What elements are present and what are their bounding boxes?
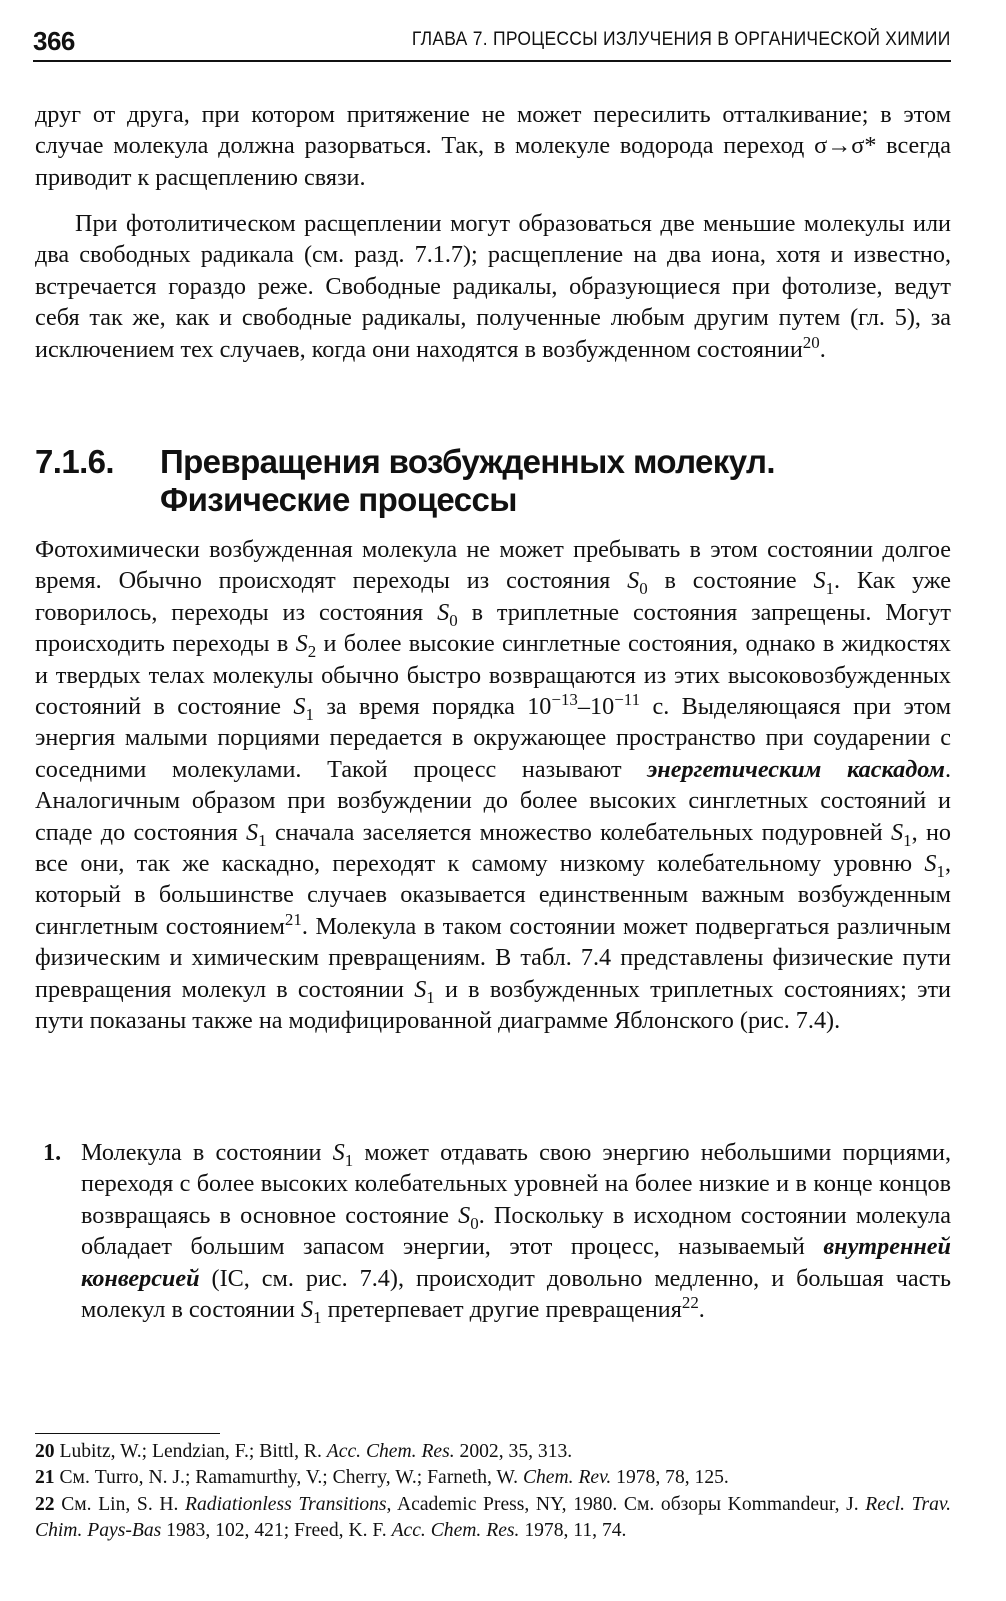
footnote-21: 21 См. Turro, N. J.; Ramamurthy, V.; Cherry, W.; Farneth, W. Chem. Rev. 1978, 78, 125. — [35, 1467, 729, 1489]
list-text: Молекула в состоянии $S_1$ может отдавать свою энергию небольшими порциями, переходя с более высоких колебательных уровней на более низкие и в конце концов возвращаясь в основное состояние $S_0$. Поскольку в исходном состоянии молекула обладает большим запасом энергии, этот процесс, называемый внутренней конверсией (IC, см. рис. 7.4), происходит довольно медленно, и большая часть молекул в состоянии $S_1$ претерпевает другие превращения$^{22}$. — [81, 1139, 951, 1327]
footnote-divider — [35, 1433, 220, 1434]
paragraph-continuation: друг от друга, при котором притяжение не может пересилить отталкивание; в этом случае молекула должна разорваться. Так, в молекуле водорода переход σ→σ* всегда приводит к расщеплению связи. — [35, 101, 951, 191]
section-number: 7.1.6. — [35, 443, 114, 480]
page-header — [33, 26, 951, 62]
footnote-22: 22 См. Lin, S. H. Radiationless Transitions, Academic Press, NY, 1980. См. обзоры Kommandeur, J. Recl. Trav. Chim. Pays-Bas 1983, 102, 421; Freed, K. F. Acc. Chem. Res. 1978, 11, 74. — [35, 1493, 952, 1542]
section-title: Превращения возбужденных молекул. Физические процессы — [160, 443, 775, 518]
paragraph-photolysis: При фотолитическом расщеплении могут образоваться две меньшие молекулы или два свободных радикала (см. разд. 7.1.7); расщепление на два иона, хотя и известно, встречается гораздо реже. Свободные радикалы, образующиеся при фотолизе, ведут себя так же, как и свободные радикалы, полученные любым другим путем (гл. 5), за исключением тех случаев, когда они находятся в возбужденном состоянии$^{20}$. — [35, 210, 951, 363]
paragraph-excited-molecules: Фотохимически возбужденная молекула не может пребывать в этом состоянии долгое время. Обычно происходят переходы из состояния $S_0$ в состояние $S_1$. Как уже говорилось, переходы из состояния $S_0$ в триплетные состояния запрещены. Могут происходить переходы в $S_2$ и более высокие синглетные состояния, однако в жидкостях и твердых телах молекулы обычно быстро возвращаются из этих высоковозбужденных состояний в состояние $S_1$ за время порядка $10^{-13}-10^{-11}$ с. Выделяющаяся при этом энергия малыми порциями передается в окружающее пространство при соударении с соседними молекулами. Такой процесс называют энергетическим каскадом. Аналогичным образом при возбуждении до более высоких синглетных состояний и спаде до состояния $S_1$ сначала заселяется множество колебательных подуровней $S_1$, но все они, так же каскадно, переходят к самому низкому колебательному уровню $S_1$, который в большинстве случаев оказывается единственным важным возбужденным синглетным состоянием$^{21}$. Молекула в таком состоянии может подвергаться различным физическим и химическим превращениям. В табл. 7.4 представлены физические пути превращения молекул в состоянии $S_1$ и в возбужденных триплетных состояниях; эти пути показаны также на модифицированной диаграмме Яблонского (рис. 7.4). — [35, 536, 952, 1035]
page-number: 366 — [33, 26, 75, 56]
footnote-20: 20 Lubitz, W.; Lendzian, F.; Bittl, R. Acc. Chem. Res. 2002, 35, 313. — [35, 1441, 573, 1462]
footnotes — [35, 1439, 951, 1545]
term-energy-cascade: энергетическим каскадом — [647, 755, 945, 783]
footnote-ref-21: 21 — [284, 909, 302, 929]
list-number: 1. — [43, 1139, 62, 1166]
running-title: ГЛАВА 7. ПРОЦЕССЫ ИЗЛУЧЕНИЯ В ОРГАНИЧЕСКОЙ ХИМИИ — [412, 29, 951, 50]
term-internal-conversion: внутренней конверсией — [81, 1233, 951, 1292]
footnote-ref-22: 22 — [681, 1292, 699, 1312]
footnote-ref-20: 20 — [802, 332, 820, 352]
